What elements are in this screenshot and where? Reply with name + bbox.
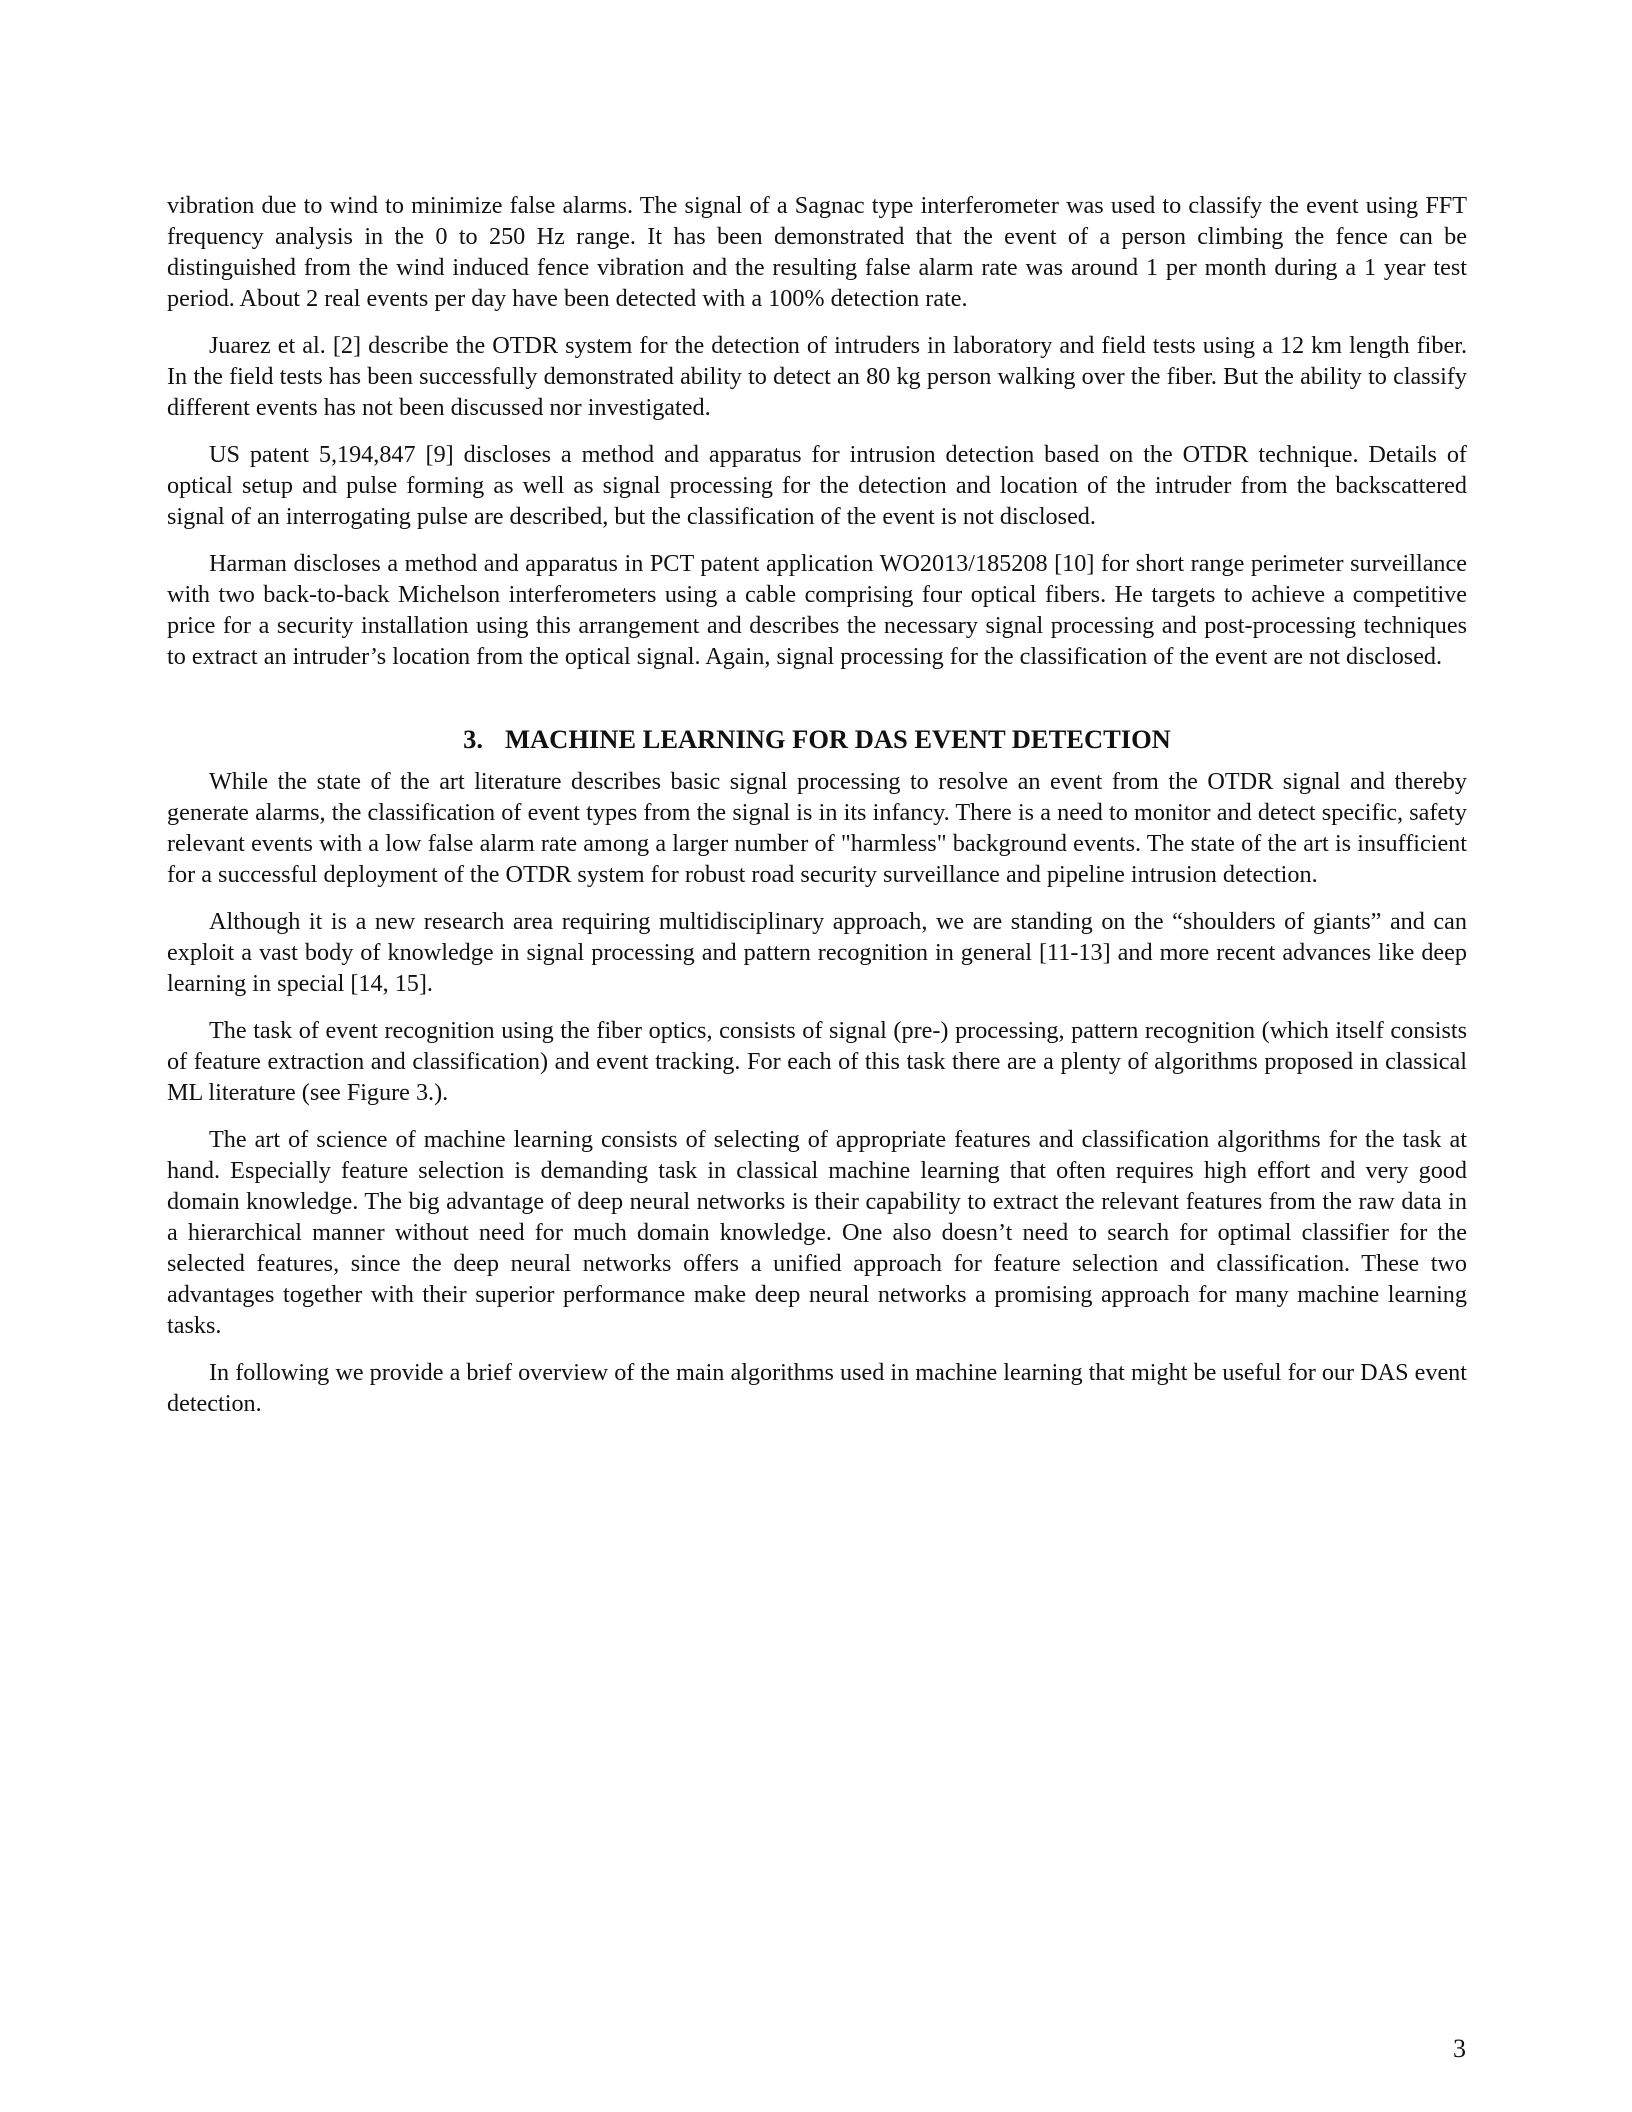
paragraph-continued: vibration due to wind to minimize false alarms. The signal of a Sagnac type interferometer was used to classify the event using FFT frequency analysis in the 0 to 250 Hz range. It has been demonstrated that the event of a person climbing the fence can be distinguished from the wind induced fence vibration and the resulting false alarm rate was around 1 per month during a 1 year test period. About 2 real events per day have been detected with a 100% detection rate. bbox=[167, 192, 1467, 312]
section-heading bbox=[167, 722, 1467, 756]
page-body bbox=[167, 190, 1467, 1435]
paragraph-state-of-art: While the state of the art literature describes basic signal processing to resolve an event from the OTDR signal and thereby generate alarms, the classification of event types from the signal is in its infancy. There is a need to monitor and detect specific, safety relevant events with a low false alarm rate among a larger number of "harmless" background events. The state of the art is insufficient for a successful deployment of the OTDR system for robust road security surveillance and pipeline intrusion detection. bbox=[167, 768, 1467, 888]
paragraph-research-area: Although it is a new research area requiring multidisciplinary approach, we are standing on the “shoulders of giants” and can exploit a vast body of knowledge in signal processing and pattern recognition in general [11-13] and more recent advances like deep learning in special [14, 15]. bbox=[167, 908, 1467, 997]
paragraph-harman: Harman discloses a method and apparatus in PCT patent application WO2013/185208 [10] for short range perimeter surveillance with two back-to-back Michelson interferometers using a cable comprising four optical fibers. He targets to achieve a competitive price for a security installation using this arrangement and describes the necessary signal processing and post-processing techniques to extract an intruder’s location from the optical signal. Again, signal processing for the classification of the event are not disclosed. bbox=[167, 550, 1467, 670]
paragraph-juarez: Juarez et al. [2] describe the OTDR system for the detection of intruders in laboratory and field tests using a 12 km length fiber. In the field tests has been successfully demonstrated ability to detect an 80 kg person walking over the fiber. But the ability to classify different events has not been discussed nor investigated. bbox=[167, 332, 1467, 421]
paragraph-machine-learning: The art of science of machine learning consists of selecting of appropriate features and classification algorithms for the task at hand. Especially feature selection is demanding task in classical machine learning that often requires high effort and very good domain knowledge. The big advantage of deep neural networks is their capability to extract the relevant features from the raw data in a hierarchical manner without need for much domain knowledge. One also doesn’t need to search for optimal classifier for the selected features, since the deep neural networks offers a unified approach for feature selection and classification. These two advantages together with their superior performance make deep neural networks a promising approach for many machine learning tasks. bbox=[167, 1126, 1467, 1339]
paragraph-overview: In following we provide a brief overview of the main algorithms used in machine learning that might be useful for our DAS event detection. bbox=[167, 1359, 1467, 1417]
page-number: 3 bbox=[1453, 2034, 1466, 2063]
paragraph-us-patent: US patent 5,194,847 [9] discloses a method and apparatus for intrusion detection based on the OTDR technique. Details of optical setup and pulse forming as well as signal processing for the detection and location of the intruder from the backscattered signal of an interrogating pulse are described, but the classification of the event is not disclosed. bbox=[167, 441, 1467, 530]
section-number: 3. bbox=[463, 724, 484, 754]
section-title: MACHINE LEARNING FOR DAS EVENT DETECTION bbox=[505, 724, 1171, 754]
paragraph-event-recognition: The task of event recognition using the fiber optics, consists of signal (pre-) processing, pattern recognition (which itself consists of feature extraction and classification) and event tracking. For each of this task there are a plenty of algorithms proposed in classical ML literature (see Figure 3.). bbox=[167, 1017, 1467, 1106]
